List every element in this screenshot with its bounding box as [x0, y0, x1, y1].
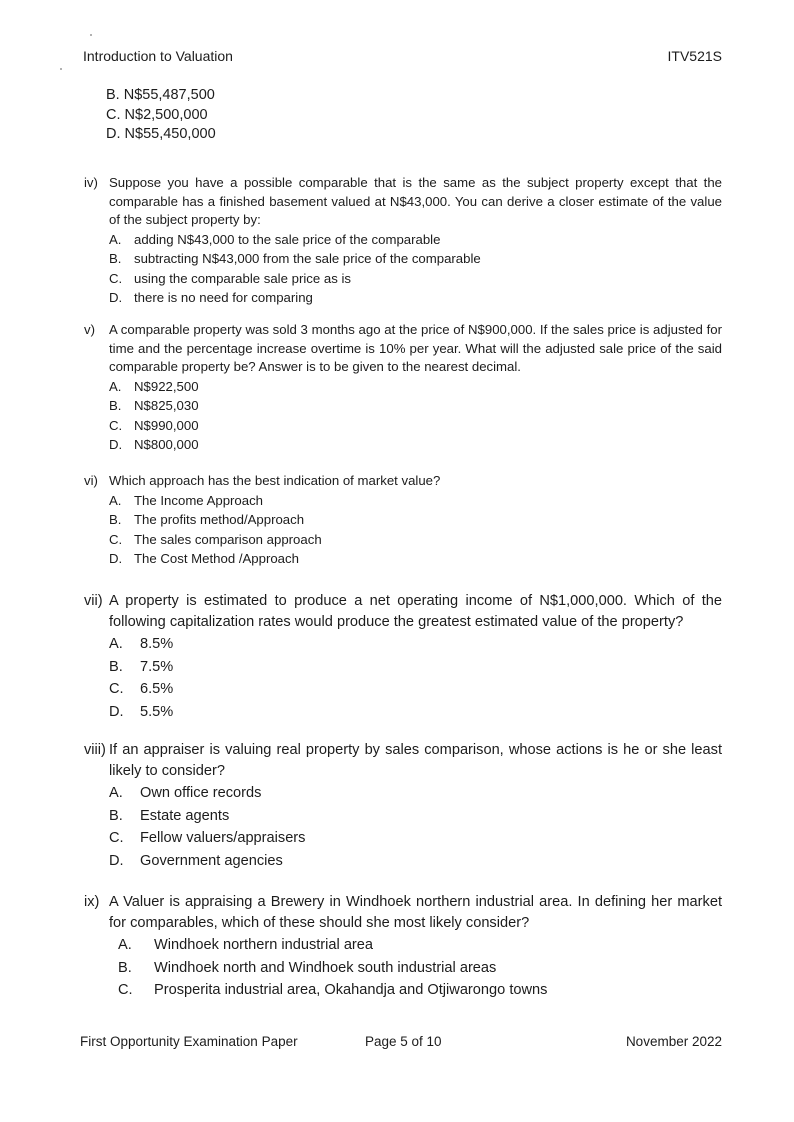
option-letter: C.: [109, 417, 123, 433]
option-text: Government agencies: [140, 852, 283, 869]
option-letter: C.: [118, 982, 133, 998]
option-letter: B.: [109, 512, 122, 527]
option-letter: D.: [109, 551, 123, 566]
option-letter: A.: [109, 492, 122, 508]
exam-title: First Opportunity Examination Paper: [80, 1034, 298, 1049]
option-text: 7.5%: [140, 658, 174, 675]
course-title: Introduction to Valuation: [83, 48, 233, 64]
option-b: [109, 249, 722, 269]
option-text: N$2,500,000: [124, 106, 208, 123]
option-text: N$922,500: [134, 378, 199, 394]
option-c: [106, 106, 216, 126]
question-stem: A Valuer is appraising a Brewery in Windhoek northern industrial area. In defining her market for comparables, which of these should she most likely consider?: [109, 894, 722, 931]
option-b: [106, 86, 216, 106]
option-text: The Cost Method /Approach: [134, 551, 299, 566]
option-c: [109, 416, 722, 436]
question-iv: [84, 174, 722, 308]
question-number: viii): [84, 742, 106, 758]
option-a: [118, 934, 722, 957]
option-a: [109, 633, 722, 656]
option-letter: B.: [109, 251, 122, 266]
option-letter: C.: [109, 270, 123, 286]
question-number: vi): [84, 473, 98, 488]
question-number: ix): [84, 894, 100, 910]
option-d: [109, 435, 722, 455]
scan-speck: [60, 68, 62, 70]
page-footer: [80, 1034, 722, 1054]
option-letter: D.: [109, 852, 124, 869]
option-text: adding N$43,000 to the sale price of the comparable: [134, 231, 441, 247]
option-text: N$55,450,000: [124, 126, 216, 142]
question-stem: A comparable property was sold 3 months ago at the price of N$900,000. If the sales price is adjusted for time and the percentage increase overtime is 10% per year. What will the adjusted sale price of the said comparable property be? Answer is to be given to the nearest decimal.: [109, 322, 722, 374]
option-a: [109, 377, 722, 397]
option-letter: A.: [109, 785, 123, 801]
option-letter: B.: [118, 959, 132, 976]
option-text: N$990,000: [134, 417, 199, 433]
option-letter: C.: [109, 830, 124, 846]
question-number: vii): [84, 593, 103, 609]
option-letter: B.: [106, 87, 120, 103]
option-a: [109, 782, 722, 805]
option-b: [109, 396, 722, 416]
option-letter: B.: [109, 658, 123, 675]
carryover-options: [106, 86, 216, 145]
option-text: N$825,030: [134, 398, 199, 413]
option-letter: A.: [109, 231, 122, 247]
question-v: [84, 321, 722, 455]
option-text: Prosperita industrial area, Okahandja and Otjiwarongo towns: [154, 982, 548, 998]
question-stem: If an appraiser is valuing real property by sales comparison, whose actions is he or she least likely to consider?: [109, 742, 722, 779]
option-b: [109, 656, 722, 679]
option-text: Estate agents: [140, 807, 230, 824]
option-letter: A.: [109, 636, 123, 652]
option-c: [109, 678, 722, 701]
option-b: [109, 805, 722, 828]
option-letter: A.: [109, 378, 122, 394]
option-text: 8.5%: [140, 636, 174, 652]
option-b: [109, 510, 722, 530]
option-letter: B.: [109, 807, 123, 824]
question-vii: [84, 591, 722, 723]
option-text: The sales comparison approach: [134, 531, 322, 547]
option-d: [109, 701, 722, 724]
option-letter: C.: [109, 531, 123, 547]
option-text: subtracting N$43,000 from the sale price of the comparable: [134, 251, 481, 266]
option-b: [118, 957, 722, 980]
option-text: Windhoek north and Windhoek south industrial areas: [154, 959, 497, 976]
scan-speck: [90, 34, 92, 36]
option-d: [109, 850, 722, 873]
option-letter: B.: [109, 398, 122, 413]
exam-date: November 2022: [625, 1034, 722, 1049]
question-viii: [84, 740, 722, 872]
question-number: v): [84, 322, 95, 337]
option-text: 6.5%: [140, 681, 174, 697]
option-letter: D.: [109, 703, 124, 720]
option-text: Fellow valuers/appraisers: [140, 830, 306, 846]
option-a: [109, 491, 722, 511]
question-vi: [84, 472, 722, 569]
option-text: N$800,000: [134, 437, 199, 452]
course-code: ITV521S: [667, 48, 722, 64]
page-header: [83, 48, 722, 68]
option-letter: D.: [109, 437, 123, 452]
option-d: [109, 549, 722, 569]
option-text: there is no need for comparing: [134, 290, 313, 305]
question-stem: A property is estimated to produce a net operating income of N$1,000,000. Which of the following capitalization rates would produce the greatest estimated value of the property?: [109, 593, 722, 630]
option-a: [109, 230, 722, 250]
option-letter: C.: [109, 681, 124, 697]
option-c: [109, 269, 722, 289]
page-number: Page 5 of 10: [365, 1034, 442, 1049]
option-letter: A.: [118, 937, 132, 953]
option-text: The profits method/Approach: [134, 512, 305, 527]
question-stem: Which approach has the best indication of market value?: [109, 473, 441, 488]
option-c: [109, 530, 722, 550]
option-text: Own office records: [140, 785, 262, 801]
option-text: The Income Approach: [134, 492, 264, 508]
option-letter: D.: [109, 290, 123, 305]
option-c: [118, 979, 722, 1002]
question-ix: [84, 892, 722, 1002]
option-c: [109, 827, 722, 850]
question-number: iv): [84, 175, 98, 190]
option-d: [109, 288, 722, 308]
question-stem: Suppose you have a possible comparable that is the same as the subject property except that the comparable has a finished basement valued at N$43,000. You can derive a closer estimate of the value of the subject property by:: [109, 175, 722, 227]
option-letter: D.: [106, 126, 121, 142]
option-text: Windhoek northern industrial area: [154, 937, 374, 953]
option-text: 5.5%: [140, 703, 174, 720]
option-d: [106, 125, 216, 145]
option-letter: C.: [106, 106, 121, 123]
option-text: using the comparable sale price as is: [134, 270, 351, 286]
option-text: N$55,487,500: [123, 87, 215, 103]
